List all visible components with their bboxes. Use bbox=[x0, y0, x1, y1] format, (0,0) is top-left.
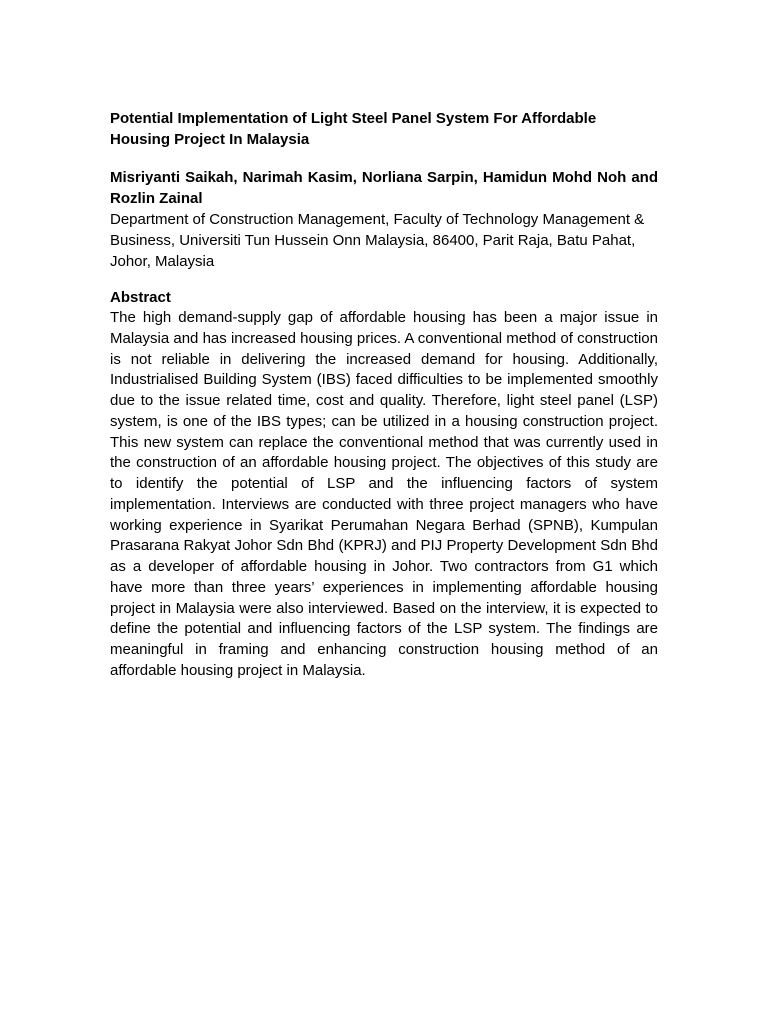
paper-affiliation: Department of Construction Management, Faculty of Technology Management & Business, Universiti Tun Hussein Onn Malaysia, 86400, Parit Raja, Batu Pahat, Johor, Malaysia bbox=[110, 211, 645, 270]
abstract-heading: Abstract bbox=[110, 289, 171, 306]
paper-page bbox=[110, 108, 658, 682]
paper-title: Potential Implementation of Light Steel Panel System For Affordable Housing Project In Malaysia bbox=[110, 110, 597, 148]
paper-authors: Misriyanti Saikah, Narimah Kasim, Norliana Sarpin, Hamidun Mohd Noh and Rozlin Zainal bbox=[110, 169, 658, 207]
abstract-text: The high demand-supply gap of affordable housing has been a major issue in Malaysia and has increased housing prices. A conventional method of construction is not reliable in delivering the increased demand for housing. Additionally, Industrialised Building System (IBS) faced difficulties to be implemented smoothly due to the issue related time, cost and quality. Therefore, light steel panel (LSP) system, is one of the IBS types; can be utilized in a housing construction project. This new system can replace the conventional method that was currently used in the construction of an affordable housing project. The objectives of this study are to identify the potential of LSP and the influencing factors of system implementation. Interviews are conducted with three project managers who have working experience in Syarikat Perumahan Negara Berhad (SPNB), Kumpulan Prasarana Rakyat Johor Sdn Bhd (KPRJ) and PIJ Property Development Sdn Bhd as a developer of affordable housing in Johor. Two contractors from G1 which have more than three years’ experiences in implementing affordable housing project in Malaysia were also interviewed. Based on the interview, it is expected to define the potential and influencing factors of the LSP system. The findings are meaningful in framing and enhancing construction housing method of an affordable housing project in Malaysia. bbox=[110, 309, 658, 679]
